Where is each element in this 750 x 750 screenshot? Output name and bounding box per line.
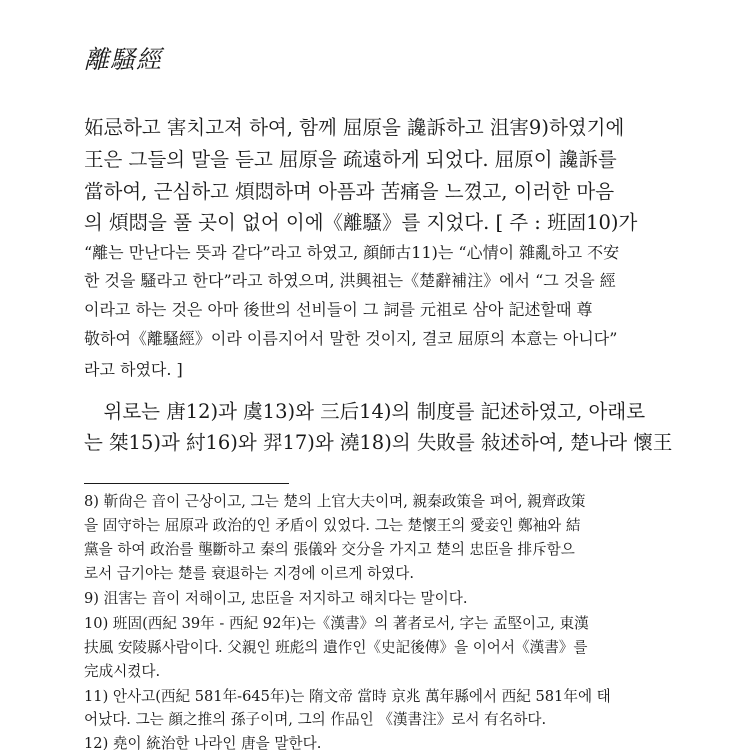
body-line: 는 桀15)과 紂16)와 羿17)와 澆18)의 失敗를 敍述하여, 楚나라 懷王 [84, 431, 673, 454]
note-line: 한 것을 騷라고 한다”라고 하였으며, 洪興祖는《楚辭補注》에서 “그 것을 經 [84, 271, 616, 290]
body-line: 위로는 唐12)과 虞13)와 三后14)의 制度를 記述하였고, 아래로 [84, 400, 646, 423]
footnote-line: 을 固守하는 屈原과 政治的인 矛盾이 있었다. 그는 楚懷王의 愛妾인 鄭袖와 結 [84, 517, 581, 534]
note-line: 라고 하였다. ] [84, 360, 183, 379]
body-line: 妬忌하고 害치고져 하여, 함께 屈原을 讒訴하고 沮害9)하였기에 [84, 116, 625, 139]
body-line: 王은 그들의 말을 듣고 屈原을 疏遠하게 되었다. 屈原이 讒訴를 [84, 148, 617, 171]
body-line: 當하여, 근심하고 煩悶하며 아픔과 苦痛을 느꼈고, 이러한 마음 [84, 180, 615, 203]
footnote-line: 扶風 安陵縣사람이다. 父親인 班彪의 遺作인《史記後傳》을 이어서《漢書》를 [84, 639, 588, 656]
body-line: 의 煩悶을 풀 곳이 없어 이에《離騷》를 지었다. [ 주 : 班固10)가 [84, 211, 638, 234]
footnote-line: 9) 沮害는 音이 저해이고, 忠臣을 저지하고 해치다는 말이다. [84, 590, 468, 607]
footnote-line: 어났다. 그는 顔之推의 孫子이며, 그의 作品인 《漢書注》로서 有名하다. [84, 711, 547, 728]
footnote-line: 12) 堯이 統治한 나라인 唐을 말한다. [84, 735, 322, 750]
running-header: 離騷經 [84, 45, 163, 74]
note-line: 이라고 하는 것은 아마 後世의 선비들이 그 詞를 元祖로 삼아 記述할때 尊 [84, 300, 593, 319]
footnote-line: 黨을 하여 政治를 壟斷하고 秦의 張儀와 交分을 가지고 楚의 忠臣을 排斥함으 [84, 541, 575, 558]
note-line: “離는 만난다는 뜻과 같다”라고 하였고, 顔師古11)는 “心情이 雜亂하고 不安 [84, 243, 620, 262]
footnote-line: 11) 안사고(西紀 581年-645年)는 隋文帝 當時 京兆 萬年縣에서 西紀 581年에 태 [84, 688, 611, 705]
note-line: 敬하여《離騷經》이라 이름지어서 말한 것이지, 결코 屈原의 本意는 아니다” [84, 329, 618, 348]
footnote-line: 10) 班固(西紀 39年 - 西紀 92年)는《漢書》의 著者로서, 字는 孟堅이고, 東漢 [84, 615, 589, 632]
footnote-line: 로서 급기야는 楚를 衰退하는 지경에 이르게 하였다. [84, 565, 415, 582]
footnote-line: 8) 靳尙은 音이 근상이고, 그는 楚의 上官大夫이며, 親秦政策을 펴어, 親齊政策 [84, 493, 586, 510]
footnote-divider [84, 483, 289, 484]
footnote-line: 完成시켰다. [84, 663, 161, 680]
